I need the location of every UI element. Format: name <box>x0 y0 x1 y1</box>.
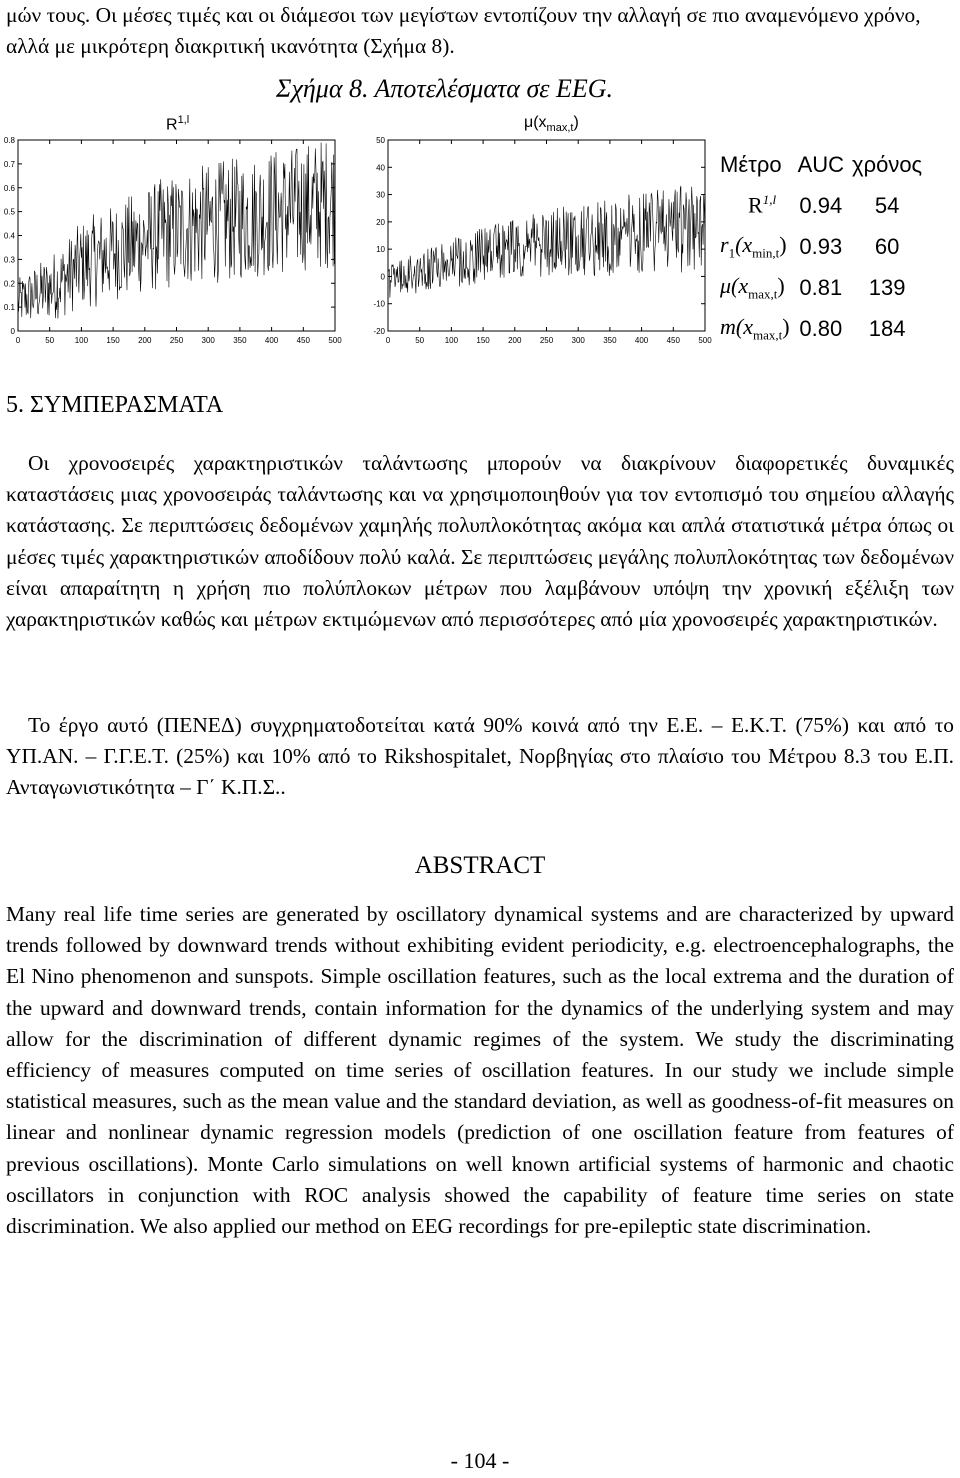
x-tick-label: 50 <box>45 336 55 345</box>
y-tick-label: 40 <box>376 163 385 173</box>
x-tick-label: 150 <box>106 336 120 345</box>
time-cell: 139 <box>868 274 906 300</box>
metrics-table <box>716 144 926 349</box>
x-tick-label: 200 <box>508 336 522 345</box>
x-tick-label: 500 <box>698 336 712 345</box>
x-tick-label: 350 <box>233 336 247 345</box>
y-tick-label: 0.4 <box>3 231 15 241</box>
header-time: χρόνος <box>852 151 923 177</box>
metrics-row <box>716 226 926 267</box>
measure-cell: R$^{1,l}$ <box>748 192 777 218</box>
y-tick-label: -10 <box>373 299 385 309</box>
plot-mu-xmax-title: $\mu(x_{max,t})$ <box>524 114 579 135</box>
y-tick-label: 0 <box>10 327 15 336</box>
x-tick-label: 350 <box>603 336 617 345</box>
series-line <box>18 143 335 319</box>
page-number: - 104 - <box>450 1448 510 1473</box>
x-tick-label: 450 <box>666 336 680 345</box>
x-tick-label: 500 <box>328 336 342 345</box>
measure-cell: $m(x_{max,t})$ <box>720 313 790 343</box>
y-tick-label: 0.1 <box>3 303 15 313</box>
plot-mu-xmax-svg <box>370 110 715 345</box>
x-tick-label: 400 <box>634 336 649 345</box>
plot-mu-xmax <box>370 110 715 345</box>
abstract-title: ABSTRACT <box>414 852 546 879</box>
time-cell: 184 <box>868 315 906 341</box>
series-line <box>388 186 705 298</box>
measure-cell: $r_1(x_{min,t})$ <box>720 231 787 261</box>
auc-cell: 0.94 <box>799 192 843 218</box>
y-tick-label: 30 <box>376 190 385 200</box>
x-tick-label: 450 <box>296 336 310 345</box>
y-tick-label: 20 <box>376 217 385 227</box>
y-tick-label: 0.3 <box>3 255 15 265</box>
abstract-paragraph: Many real life time series are generated by oscillatory dynamical systems and are characterized by upward trends followed by downward trends without exhibiting evident periodicity, e.g. electroencephalographs, the El Nino phenomenon and sunspots. Simple oscillation features, such as the local extrema and the duration of the upward and downward trends, contain information for the dynamics of the underlying system and may allow for the discrimination of different dynamic regimes of the system. We study the discriminating efficiency of measures computed on time series of oscillation features. In our study we include simple statistical measures, such as the mean value and the standard deviation, as well as goodness-of-fit measures on linear and nonlinear dynamic regression models (prediction of one oscillation feature from features of previous oscillations). Monte Carlo simulations on well known artificial systems of harmonic and chaotic oscillators in conjunction with ROC analysis showed the capability of feature time series on state discrimination. We also applied our method on EEG recordings for pre-epileptic state discrimination. <box>6 902 954 1239</box>
metrics-row <box>716 308 926 349</box>
auc-cell: 0.93 <box>799 233 843 259</box>
y-tick-label: 0.6 <box>3 183 15 193</box>
x-tick-label: 100 <box>74 336 89 345</box>
x-tick-label: 0 <box>15 336 21 345</box>
intro-paragraph: μών τους. Οι μέσες τιμές και οι διάμεσοι των μεγίστων εντοπίζουν την αλλαγή σε πιο αναμενόμενο χρόνο, αλλά με μικρότερη διακριτική ικανότητα (Σχήμα 8). <box>6 3 921 59</box>
auc-cell: 0.81 <box>799 274 843 300</box>
y-tick-label: -20 <box>373 327 385 336</box>
x-tick-label: 200 <box>138 336 152 345</box>
figure-caption: Σχήμα 8. Αποτελέσματα σε EEG. <box>276 74 614 103</box>
metrics-row <box>716 267 926 308</box>
y-tick-label: 10 <box>376 245 385 255</box>
x-tick-label: 300 <box>201 336 215 345</box>
x-tick-label: 100 <box>444 336 459 345</box>
header-measure: Μέτρο <box>720 151 782 177</box>
x-tick-label: 150 <box>476 336 490 345</box>
time-cell: 60 <box>874 233 900 259</box>
time-cell: 54 <box>874 192 900 218</box>
x-tick-label: 50 <box>415 336 425 345</box>
plot-frame <box>18 140 335 331</box>
y-tick-label: 0 <box>380 272 385 282</box>
y-tick-label: 0.8 <box>3 136 15 145</box>
metrics-header-row <box>716 144 926 185</box>
x-tick-label: 250 <box>169 336 184 345</box>
section-heading: 5. ΣΥΜΠΕΡΑΣΜΑΤΑ <box>6 392 224 418</box>
y-tick-label: 50 <box>376 136 385 145</box>
conclusions-paragraph-1: Οι χρονοσειρές χαρακτηριστικών ταλάντωσης μπορούν να διακρίνουν διαφορετικές δυναμικές καταστάσεις μιας χρονοσειράς ταλάντωσης και να χρησιμοποιηθούν για τον εντοπισμό του σημείου αλλαγής κατάστασης. Σε περιπτώσεις δεδομένων χαμηλής πολυπλοκότητας ακόμα και απλά στατιστικά μέτρα όπως οι μέσες τιμές χαρακτηριστικών αποδίδουν πολύ καλά. Σε περιπτώσεις μεγάλης πολυπλοκότητας των δεδομένων είναι απαραίτητη η χρήση πιο πολύπλοκων μέτρων που λαμβάνουν υπόψη την χρονική εξέλιξη των χαρακτηριστικών καθώς και μέτρων εκτιμώμενων από περισσότερες από μία χρονοσειρές χαρακτηριστικών. <box>6 451 954 632</box>
y-tick-label: 0.2 <box>3 279 15 289</box>
x-tick-label: 300 <box>571 336 585 345</box>
plot-r1l <box>0 110 345 345</box>
plot-r1l-title: R$^{1,l}$ <box>166 114 190 134</box>
metrics-row <box>716 185 926 226</box>
auc-cell: 0.80 <box>799 315 843 341</box>
y-tick-label: 0.7 <box>3 159 15 169</box>
x-tick-label: 250 <box>539 336 554 345</box>
header-auc: AUC <box>797 151 845 177</box>
y-tick-label: 0.5 <box>3 207 15 217</box>
conclusions-paragraph-2: Το έργο αυτό (ΠΕΝΕΔ) συγχρηματοδοτείται κατά 90% κοινά από την Ε.Ε. – Ε.Κ.Τ. (75%) και από το ΥΠ.ΑΝ. – Γ.Γ.Ε.Τ. (25%) και 10% από το Rikshospitalet, Νορβηγίας στο πλαίσιο του Μέτρου 8.3 του Ε.Π. Ανταγωνιστικότητα – Γ΄ Κ.Π.Σ.. <box>6 713 954 800</box>
measure-cell: $\mu(x_{max,t})$ <box>720 272 785 302</box>
x-tick-label: 0 <box>385 336 391 345</box>
x-tick-label: 400 <box>264 336 279 345</box>
plot-r1l-svg <box>0 110 345 345</box>
